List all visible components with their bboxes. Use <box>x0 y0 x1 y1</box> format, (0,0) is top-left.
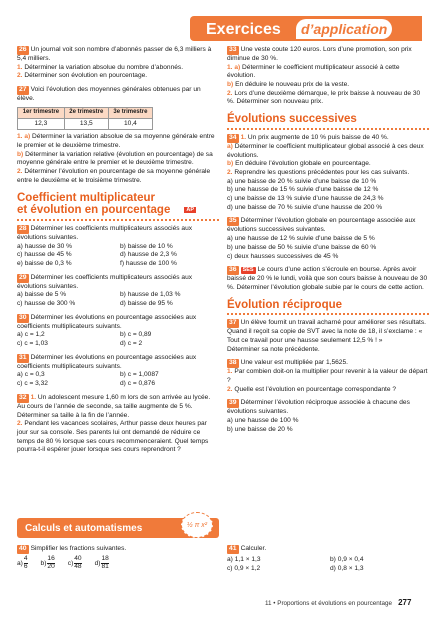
exercise-number: 41 <box>229 545 237 552</box>
exercise-27: 27 Voici l’évolution des moyennes générales obtenues par un élève. 1er trimestre 2e trimestre 3e trimestre 12,3 13,5 10,4 1. a) Déterminer la variation absolue de sa moyenne générale entre le premier et le deuxième trimestre. b) Déterminer la variation relative (évolution en pourcentage) de sa moyenne générale entre le premier et le deuxième trimestre. 2. Déterminer l’évolution en pourcentage de sa moyenne générale entre le deuxième et le troisième trimestre. <box>17 86 215 184</box>
exercise-38: 38 Une valeur est multipliée par 1,5625. 1. Par combien doit-on la multiplier pour revenir à la valeur de départ ? 2. Quelle est l’évolution en pourcentage correspondante ? <box>227 359 428 393</box>
exercise-number: 30 <box>19 313 27 321</box>
exercise-29: 29 Déterminer les coefficients multiplicateurs associés aux évolutions suivantes. a) baisse de 5 % b) hausse de 1,03 % c) hausse de 300 % d) baisse de 95 % <box>17 273 193 308</box>
section-title-coefficient: Coefficient multiplicateur et évolution en pourcentage AP <box>17 192 219 221</box>
fraction: $\frac{18}{81}$ <box>101 554 109 570</box>
banner-subtitle: d’application <box>296 19 392 39</box>
fraction: $\frac{4}{6}$ <box>23 554 28 570</box>
exercise-number: 28 <box>19 224 27 232</box>
section-title-successive: Évolutions successives <box>227 113 429 130</box>
exercise-number: 27 <box>19 86 27 94</box>
left-column <box>17 46 219 460</box>
exercise-26: 26 Un journal voit son nombre d’abonnés passer de 6,3 milliers à 5,4 milliers. 1. Déterminer la variation absolue du nombre d’abonnés. 2. Déterminer son évolution en pourcentage. <box>17 46 212 80</box>
exercise-number: 32 <box>19 393 27 401</box>
grades-table: 1er trimestre 2e trimestre 3e trimestre 12,3 13,5 10,4 <box>17 107 153 131</box>
math-bubble-icon: ½ π x² <box>181 512 213 538</box>
exercise-number: 37 <box>229 319 237 327</box>
exercises-banner <box>190 16 422 41</box>
exercise-number: 34 <box>229 133 237 141</box>
exercise-number: 35 <box>229 217 237 225</box>
exercise-number: 26 <box>19 46 27 53</box>
exercise-32: 32 1. Un adolescent mesure 1,60 m lors de son arrivée au lycée. Au cours de l’année de seconde, sa taille augmente de 5 %. Déterminer sa taille à la fin de l’année. 2. Pendant les vacances scolaires, Arthur passe deux heures par jour sur sa console. Ses parents lui ont demandé de réduire ce temps de 80 % lorsque ses cours recommenceraient. Quel temps pourra-t-il espérer jouer lorsque ses cours reprendront ? <box>17 393 211 454</box>
exercise-39: 39 Déterminer l’évolution réciproque associée à chacune des évolutions suivantes. a) une hausse de 100 % b) une baisse de 20 % <box>227 399 410 433</box>
calc-title: Calculs et automatismes <box>25 523 143 534</box>
exercise-number: 39 <box>229 399 237 407</box>
exercise-33: 33 Une veste coute 120 euros. Lors d’une promotion, son prix diminue de 30 %. 1. a) Déterminer le coefficient multiplicateur associé à cette évolution. b) En déduire le nouveau prix de la veste. 2. Lors d’une deuxième démarque, le prix baisse à nouveau de 30 %. Déterminer son nouveau prix. <box>227 46 421 106</box>
section-title-reciprocal: Évolution réciproque <box>227 299 429 316</box>
page-number: 277 <box>398 598 412 607</box>
page-footer <box>265 598 411 609</box>
exercise-37: 37 Un élève fournit un travail acharné pour améliorer ses résultats. Quand il reçoit sa copie de SVT avec la note de 18, il s’exclame : « Tout ce travail pour une hausse seulement 12,5 % ! » Déterminer sa note précédente. <box>227 319 427 353</box>
exercise-number: 40 <box>19 545 27 552</box>
exercise-31: 31 Déterminer les évolutions en pourcentage associées aux coefficients multiplicateurs suivants. a) c = 0,3 b) c = 1,0087 c) c = 3,32 d) c = 0,876 <box>17 353 197 388</box>
exercise-35: 35 Déterminer l’évolution globale en pourcentage associée aux évolutions successives suivantes. a) une hausse de 12 % suivie d’une baisse de 5 % b) une baisse de 50 % suivie d’une baisse de 60 % c) deux hausses successives de 45 % <box>227 217 416 260</box>
exercise-36: 36 SES Le cours d’une action s’écroule en bourse. Après avoir baissé de 20 % le lundi, voilà que son cours baisse à nouveau de 30 %. Déterminer l’évolution globale subie par le cours de cette action. <box>227 266 428 291</box>
banner-title: Exercices <box>206 21 281 38</box>
exercise-number: 38 <box>229 359 237 367</box>
ses-badge: SES <box>242 267 254 274</box>
calculs-automatismes-banner <box>17 518 219 538</box>
fraction: $\frac{16}{20}$ <box>47 554 55 570</box>
right-column <box>227 46 429 439</box>
ap-badge: AP <box>186 207 194 214</box>
exercise-30: 30 Déterminer les évolutions en pourcentage associées aux coefficients multiplicateurs suivants. a) c = 1,2 b) c = 0,89 c) c = 1,03 d) c = 2 <box>17 313 197 348</box>
exercise-number: 31 <box>19 353 27 361</box>
exercise-40: 40 Simplifier les fractions suivantes. a) $\frac{4}{6}$ b) $\frac{16}{20}$ c) $\frac{40}{48}$ d) $\frac{18}{81}$ <box>17 545 127 570</box>
exercise-28: 28 Déterminer les coefficients multiplicateurs associés aux évolutions suivantes. a) hausse de 30 % b) baisse de 10 % c) hausse de 45 % d) hausse de 2,3 % e) baisse de 0,3 % f) hausse de 100 % <box>17 224 193 267</box>
exercise-number: 33 <box>229 46 237 53</box>
exercise-number: 29 <box>19 273 27 281</box>
chapter-label: 11 • Proportions et évolutions en pourcentage <box>265 600 393 607</box>
fraction: $\frac{40}{48}$ <box>74 554 82 570</box>
exercise-41: 41 Calculer. a) 1,1 × 1,3 b) 0,9 × 0,4 c) 0,9 × 1,2 d) 0,8 × 1,3 <box>227 545 364 572</box>
exercise-34: 34 1. Un prix augmente de 10 % puis baisse de 40 %. a) Déterminer le coefficient multiplicateur global associé à ces deux évolutions. b) En déduire l’évolution globale en pourcentage. 2. Reprendre les questions précédentes pour les cas suivants. a) une baisse de 20 % suivie d’une baisse de 10 % b) une hausse de 15 % suivie d’une baisse de 12 % c) une baisse de 13 % suivie d’une hausse de 24,3 % d) une baisse de 70 % suivie d’une hausse de 200 % <box>227 133 424 211</box>
exercise-number: 36 <box>229 266 237 274</box>
